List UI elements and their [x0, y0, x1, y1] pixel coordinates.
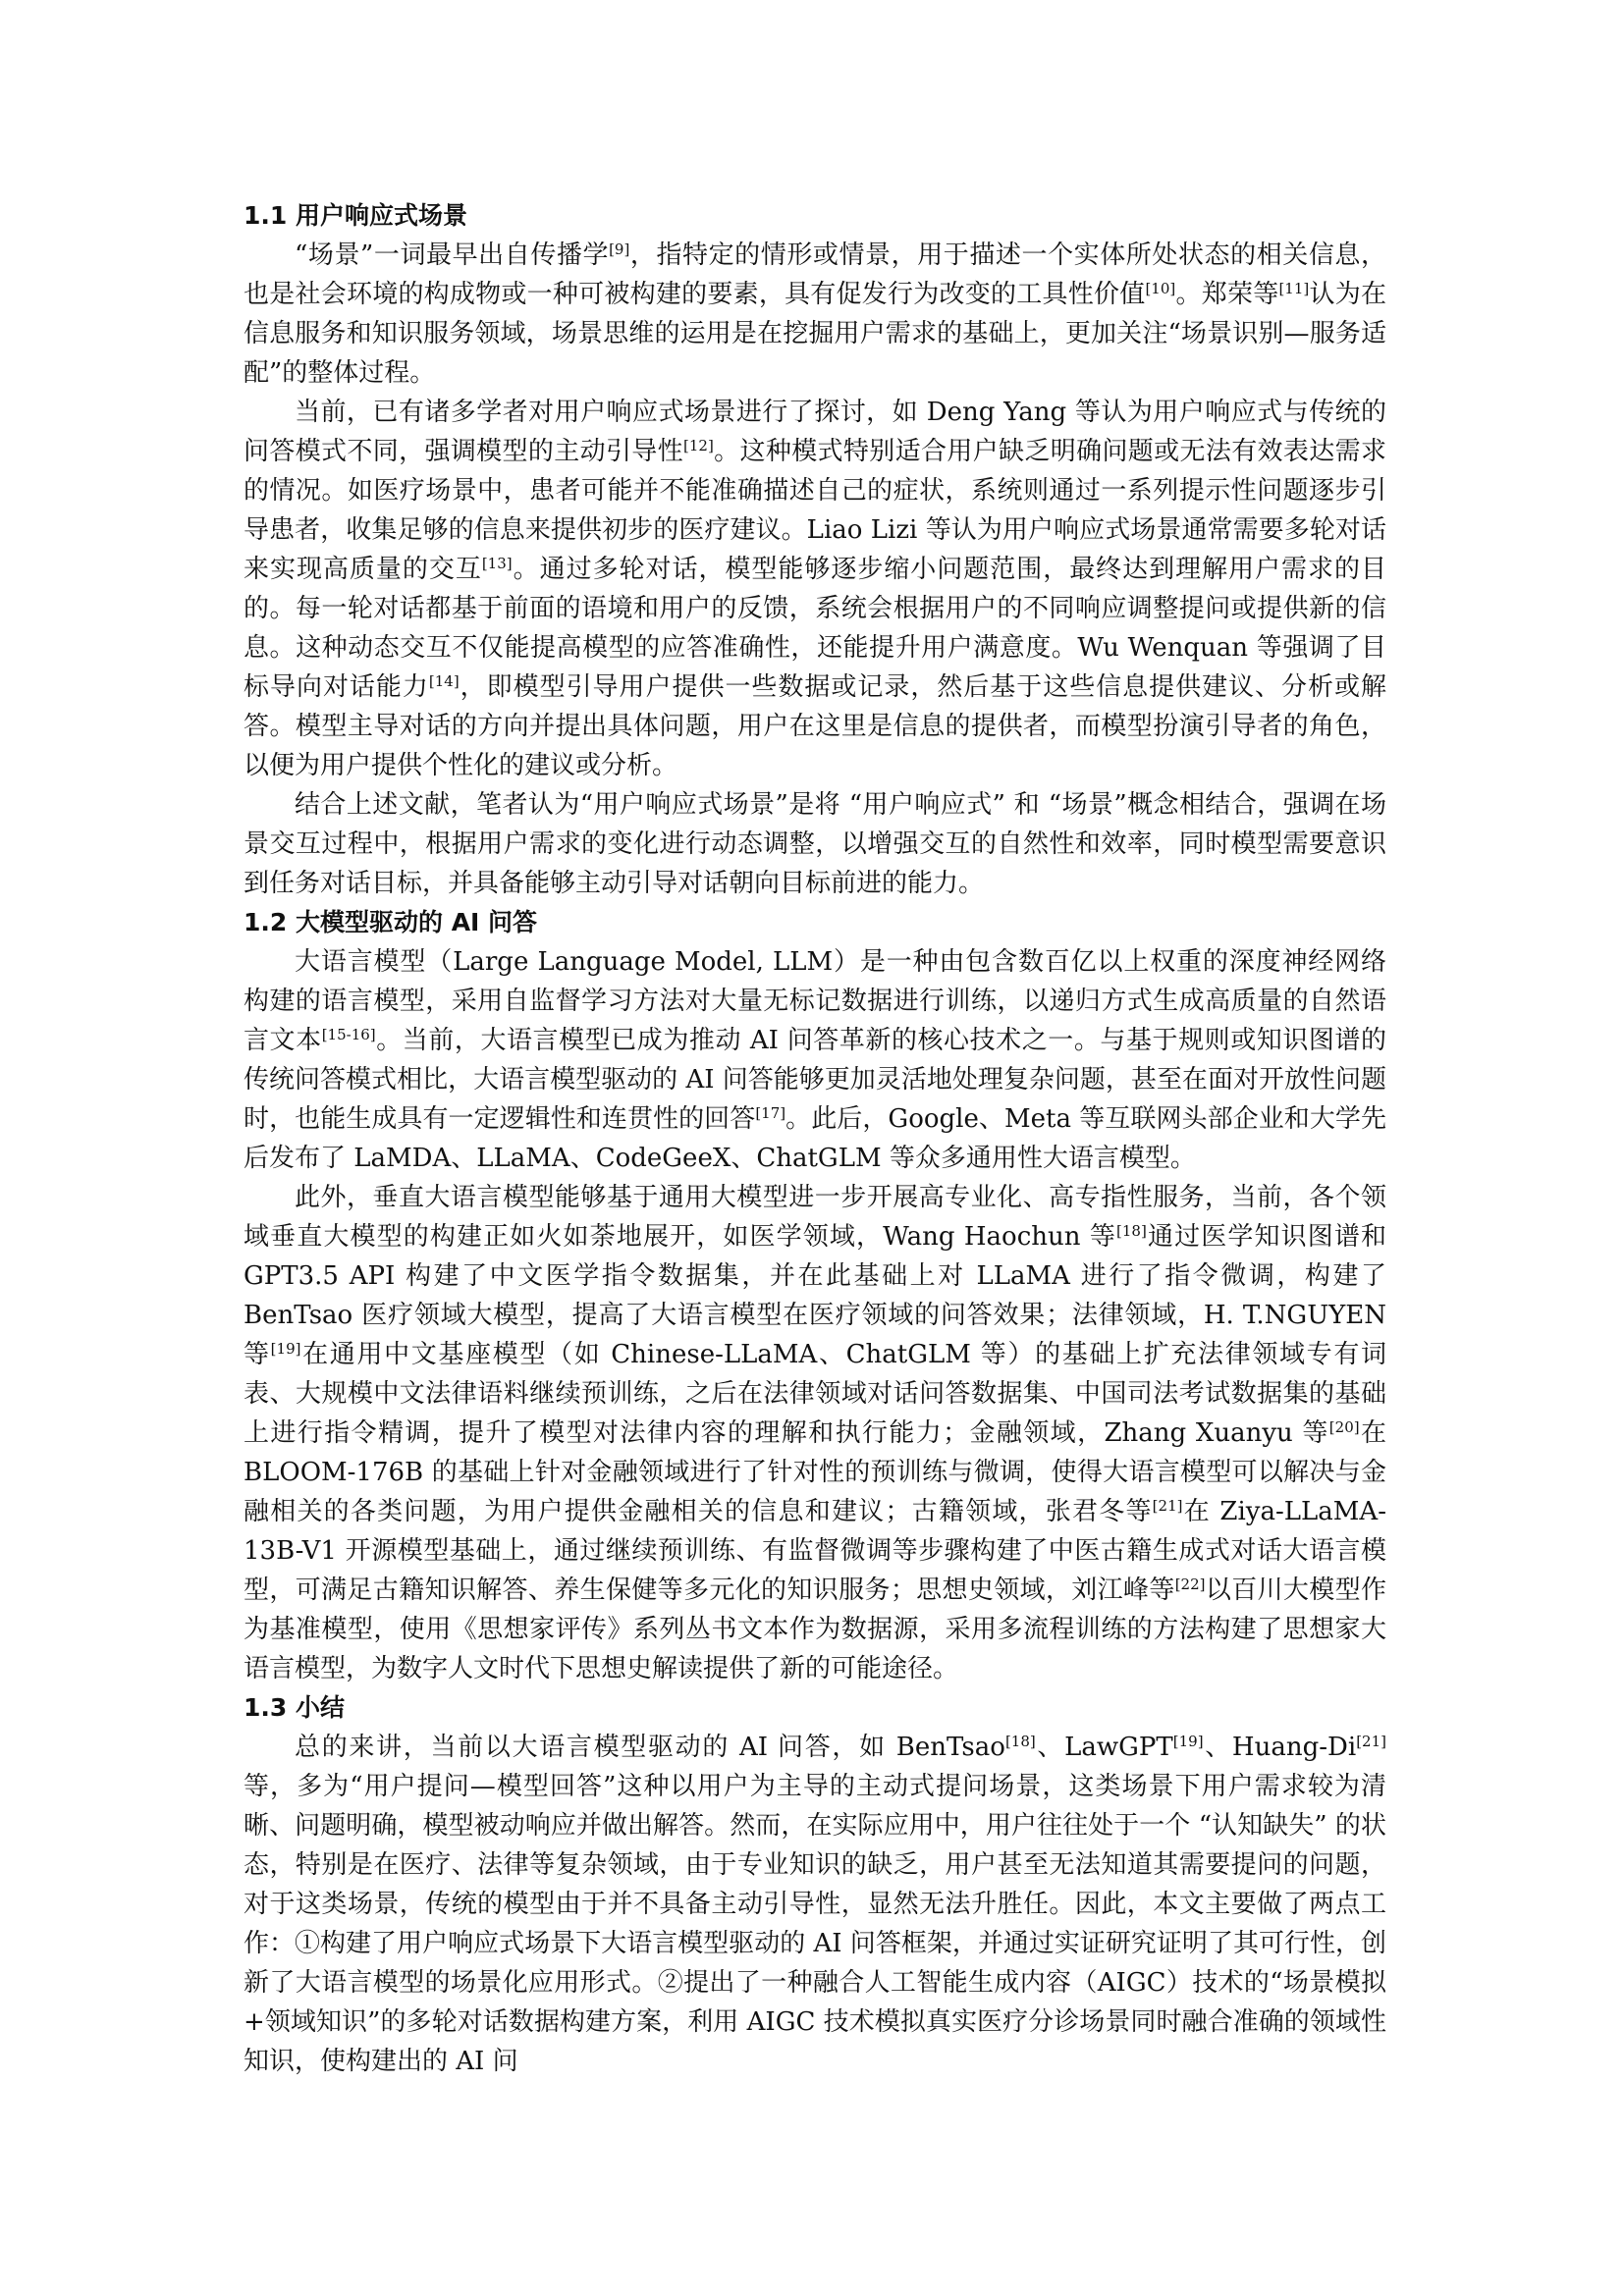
- paragraph-text: 在 Ziya-LLaMA-13B-V1 开源模型基础上，通过继续预训练、有监督微调等步骤构建了中医古籍生成式对话大语言模型，可满足古籍知识解答、养生保健等多元化的知识服务；思想史领域，刘江峰等: [244, 1497, 1386, 1605]
- citation-marker: [21]: [1152, 1497, 1183, 1515]
- section-heading-1-3: 1.3 小结: [244, 1693, 345, 1722]
- paragraph-text: 。通过多轮对话，模型能够逐步缩小问题范围，最终达到理解用户需求的目的。每一轮对话都基于前面的语境和用户的反馈，系统会根据用户的不同响应调整提问或提供新的信息。这种动态交互不仅能提高模型的应答准确性，还能提升用户满意度。Wu Wenquan 等强调了目标导向对话能力: [244, 555, 1386, 702]
- paragraph: [244, 785, 1386, 903]
- citation-marker: [22]: [1174, 1575, 1206, 1593]
- paragraph: [244, 1728, 1386, 2081]
- paragraph-text: 总的来讲，当前以大语言模型驱动的 AI 问答，如 BenTsao: [295, 1733, 1005, 1762]
- paragraph-text: 。郑荣等: [1175, 280, 1279, 309]
- paragraph-text: ，即模型引导用户提供一些数据或记录，然后基于这些信息提供建议、分析或解答。模型主导对话的方向并提出具体问题，用户在这里是信息的提供者，而模型扮演引导者的角色，以便为用户提供个性化的建议或分析。: [244, 672, 1386, 780]
- paragraph-text: 通过医学知识图谱和 GPT3.5 API 构建了中文医学指令数据集，并在此基础上对 LLaMA 进行了指令微调，构建了 BenTsao 医疗领域大模型，提高了大语言模型在医疗领域的问答效果；法律领域，H. T.NGUYEN 等: [244, 1222, 1386, 1369]
- citation-marker: [21]: [1356, 1733, 1386, 1750]
- paragraph: [244, 942, 1386, 1178]
- citation-marker: [15-16]: [321, 1026, 376, 1043]
- paragraph-text: 在 BLOOM-176B 的基础上针对金融领域进行了针对性的预训练与微调，使得大语言模型可以解决与金融相关的各类问题，为用户提供金融相关的信息和建议；古籍领域，张君冬等: [244, 1418, 1386, 1526]
- paragraph-text: 以百川大模型作为基准模型，使用《思想家评传》系列丛书文本作为数据源，采用多流程训练的方法构建了思想家大语言模型，为数字人文时代下思想史解读提供了新的可能途径。: [244, 1575, 1386, 1683]
- paragraph-text: 在通用中文基座模型（如 Chinese-LLaMA、ChatGLM 等）的基础上扩充法律领域专有词表、大规模中文法律语料继续预训练，之后在法律领域对话问答数据集、中国司法考试数据集的基础上进行指令精调，提升了模型对法律内容的理解和执行能力；金融领域，Zhang Xuanyu 等: [244, 1340, 1386, 1448]
- paragraph-text: “场景”一词最早出自传播学: [295, 240, 610, 270]
- citation-marker: [19]: [1172, 1733, 1204, 1750]
- citation-marker: [12]: [683, 437, 714, 454]
- citation-marker: [18]: [1116, 1222, 1147, 1240]
- paragraph-text: 、Huang-Di: [1203, 1733, 1357, 1762]
- document-page: [244, 196, 1386, 2081]
- paragraph: [244, 236, 1386, 393]
- citation-marker: [10]: [1145, 280, 1176, 297]
- paragraph: [244, 393, 1386, 785]
- citation-marker: [19]: [270, 1340, 301, 1358]
- paragraph-text: ，指特定的情形或情景，用于描述一个实体所处状态的相关信息，也是社会环境的构成物或一种可被构建的要素，具有促发行为改变的工具性价值: [244, 240, 1386, 309]
- paragraph-text: 结合上述文献，笔者认为“用户响应式场景”是将 “用户响应式” 和 “场景”概念相结合，强调在场景交互过程中，根据用户需求的变化进行动态调整，以增强交互的自然性和效率，同时模型需要意识到任务对话目标，并具备能够主动引导对话朝向目标前进的能力。: [244, 790, 1386, 898]
- citation-marker: [20]: [1328, 1418, 1360, 1436]
- citation-marker: [14]: [428, 672, 460, 690]
- paragraph-text: 。这种模式特别适合用户缺乏明确问题或无法有效表达需求的情况。如医疗场景中，患者可能并不能准确描述自己的症状，系统则通过一系列提示性问题逐步引导患者，收集足够的信息来提供初步的医疗建议。Liao Lizi 等认为用户响应式场景通常需要多轮对话来实现高质量的交互: [244, 437, 1386, 584]
- paragraph-text: 认为在信息服务和知识服务领域，场景思维的运用是在挖掘用户需求的基础上，更加关注“场景识别—服务适配”的整体过程。: [244, 280, 1386, 388]
- citation-marker: [13]: [481, 555, 513, 572]
- paragraph-text: 当前，已有诸多学者对用户响应式场景进行了探讨，如 Deng Yang 等认为用户响应式与传统的问答模式不同，强调模型的主动引导性: [244, 398, 1386, 466]
- citation-marker: [18]: [1004, 1733, 1036, 1750]
- section-heading-1-1: 1.1 用户响应式场景: [244, 201, 467, 230]
- paragraph-text: 。此后，Google、Meta 等互联网头部企业和大学先后发布了 LaMDA、LLaMA、CodeGeeX、ChatGLM 等众多通用性大语言模型。: [244, 1104, 1386, 1173]
- citation-marker: [11]: [1278, 280, 1310, 297]
- paragraph-text: 此外，垂直大语言模型能够基于通用大模型进一步开展高专业化、高专指性服务，当前，各个领域垂直大模型的构建正如火如荼地展开，如医学领域，Wang Haochun 等: [244, 1183, 1386, 1252]
- section-heading-1-2: 1.2 大模型驱动的 AI 问答: [244, 908, 538, 936]
- citation-marker: [17]: [755, 1104, 786, 1122]
- paragraph-text: 、LawGPT: [1035, 1733, 1173, 1762]
- citation-marker: [9]: [609, 240, 630, 258]
- paragraph-text: 大语言模型（Large Language Model, LLM）是一种由包含数百亿以上权重的深度神经网络构建的语言模型，采用自监督学习方法对大量无标记数据进行训练，以递归方式生成高质量的自然语言文本: [244, 947, 1386, 1055]
- paragraph: [244, 1178, 1386, 1688]
- paragraph-text: 等，多为“用户提问—模型回答”这种以用户为主导的主动式提问场景，这类场景下用户需求较为清晰、问题明确，模型被动响应并做出解答。然而，在实际应用中，用户往往处于一个 “认知缺失” 的状态，特别是在医疗、法律等复杂领域，由于专业知识的缺乏，用户甚至无法知道其需要提问的问题，对于这类场景，传统的模型由于并不具备主动引导性，显然无法升胜任。因此，本文主要做了两点工作：①构建了用户响应式场景下大语言模型驱动的 AI 问答框架，并通过实证研究证明了其可行性，创新了大语言模型的场景化应用形式。②提出了一种融合人工智能生成内容（AIGC）技术的“场景模拟+领域知识”的多轮对话数据构建方案，利用 AIGC 技术模拟真实医疗分诊场景同时融合准确的领域性知识，使构建出的 AI 问: [244, 1772, 1386, 2076]
- paragraph-text: 。当前，大语言模型已成为推动 AI 问答革新的核心技术之一。与基于规则或知识图谱的传统问答模式相比，大语言模型驱动的 AI 问答能够更加灵活地处理复杂问题，甚至在面对开放性问题时，也能生成具有一定逻辑性和连贯性的回答: [244, 1026, 1386, 1134]
